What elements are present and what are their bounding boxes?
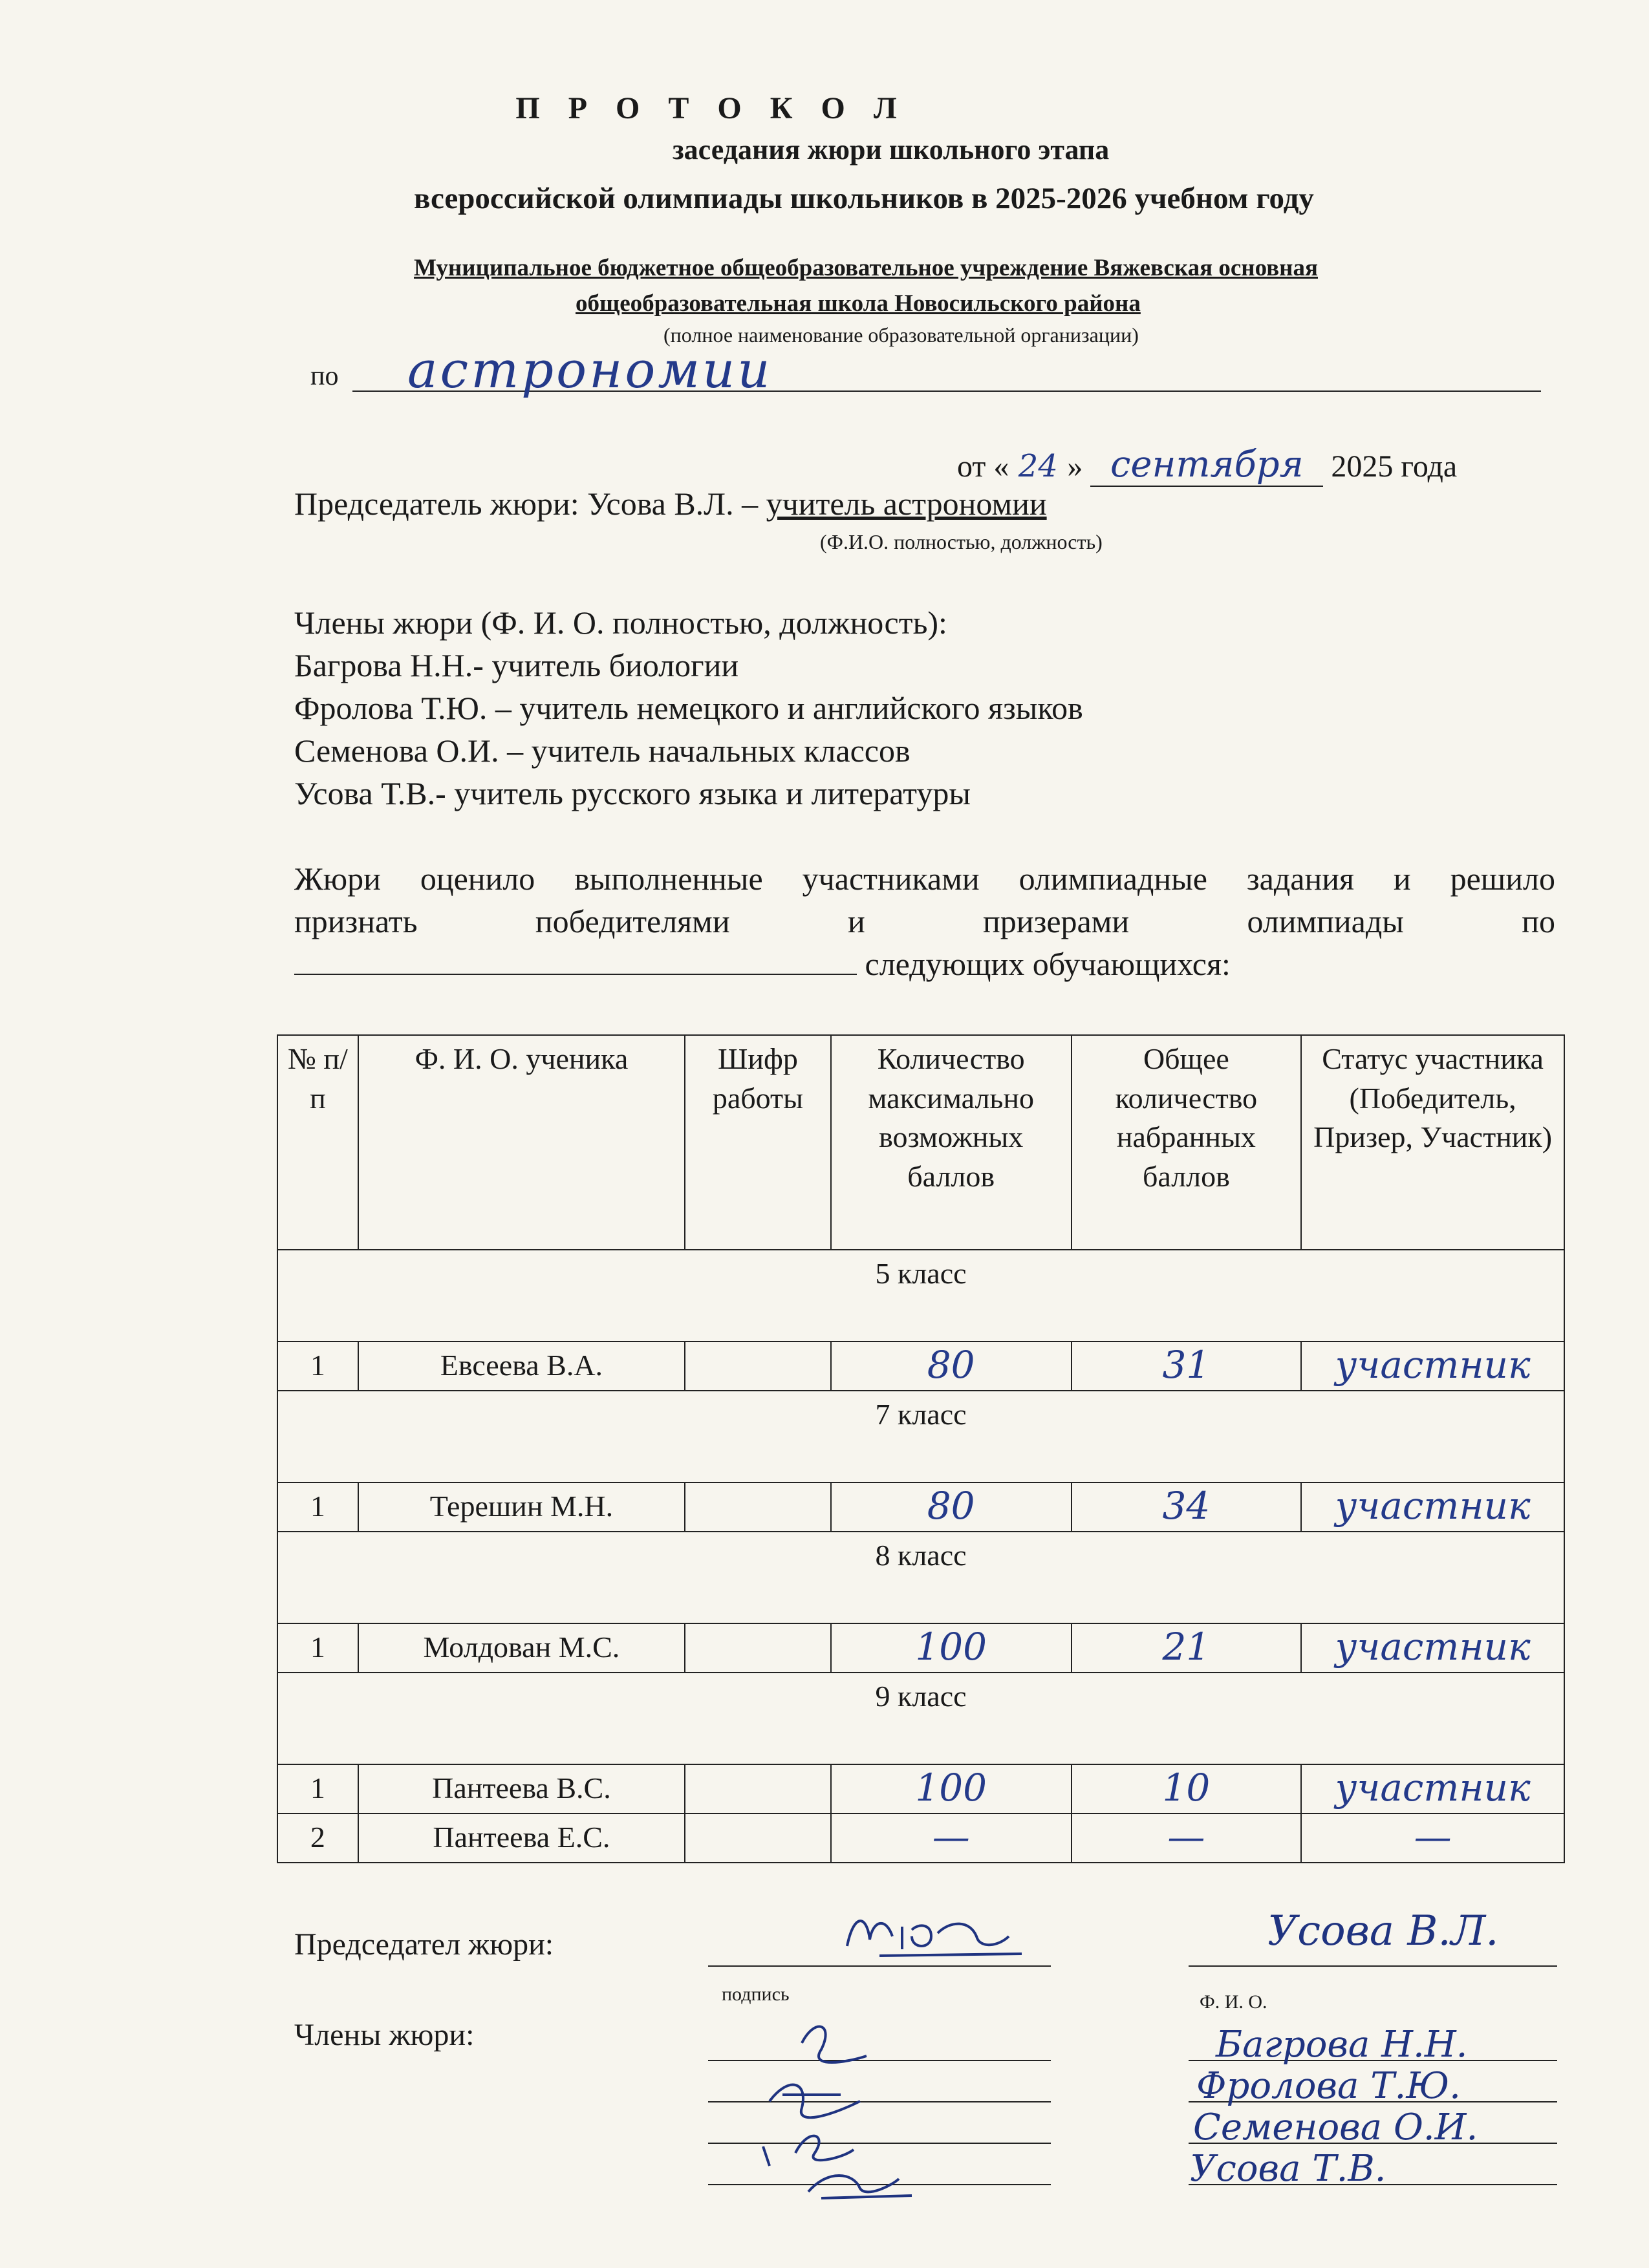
member-item: Фролова Т.Ю. – учитель немецкого и английского языков: [294, 690, 1083, 726]
date-month: сентября: [1090, 444, 1323, 487]
cell-number: 1: [277, 1482, 358, 1532]
members-signature-label: Члены жюри:: [294, 2018, 475, 2052]
chair-signature: [841, 1901, 1035, 1965]
cell-max-score: 100: [831, 1764, 1072, 1813]
protocol-date: [957, 444, 1457, 487]
member-fio-handwritten: Усова Т.В.: [1190, 2148, 1386, 2190]
table-row: [277, 1482, 1564, 1532]
chair-label: Председатель жюри: Усова В.Л. –: [294, 486, 766, 522]
results-table: [277, 1034, 1565, 1863]
cell-name: Евсеева В.А.: [358, 1342, 685, 1391]
cell-code: [685, 1342, 831, 1391]
col-header-status: Статус участника (Победитель, Призер, Участник): [1301, 1035, 1564, 1250]
subject-value: астрономии: [407, 341, 773, 400]
chair-fio-handwritten: Усова В.Л.: [1267, 1907, 1499, 1955]
cell-code: [685, 1764, 831, 1813]
class-row: [277, 1673, 1564, 1764]
cell-name: Терешин М.Н.: [358, 1482, 685, 1532]
document-subtitle-1: заседания жюри школьного этапа: [673, 134, 1110, 166]
cell-number: 1: [277, 1342, 358, 1391]
member-signatures: [744, 2004, 1015, 2205]
table-row: [277, 1813, 1564, 1863]
cell-code: [685, 1623, 831, 1673]
cell-name: Пантеева В.С.: [358, 1764, 685, 1813]
class-label: 9 класс: [277, 1673, 1564, 1764]
cell-number: 1: [277, 1764, 358, 1813]
table-row: [277, 1623, 1564, 1673]
col-header-max-score: Количество максимально возможных баллов: [831, 1035, 1072, 1250]
chair-note: (Ф.И.О. полностью, должность): [820, 530, 1103, 553]
decision-line-3: [294, 945, 1555, 983]
member-item: Багрова Н.Н.- учитель биологии: [294, 647, 739, 683]
cell-name: Молдован М.С.: [358, 1623, 685, 1673]
organization-name-line-2: общеобразовательная школа Новосильского района: [576, 290, 1141, 317]
organization-name-line-1: Муниципальное бюджетное общеобразовательное учреждение Вяжевская основная: [414, 255, 1318, 281]
blank-subject-line: [294, 949, 857, 975]
col-header-name: Ф. И. О. ученика: [358, 1035, 685, 1250]
decision-word: и: [847, 903, 865, 939]
cell-max-score: 80: [831, 1482, 1072, 1532]
jury-chair: [294, 485, 1047, 522]
chair-signature-line: [708, 1965, 1051, 1967]
cell-status: участник: [1301, 1342, 1564, 1391]
class-label: 5 класс: [277, 1250, 1564, 1342]
cell-number: 2: [277, 1813, 358, 1863]
table-row: [277, 1764, 1564, 1813]
cell-score: —: [1072, 1813, 1302, 1863]
member-fio-handwritten: Семенова О.И.: [1193, 2106, 1478, 2148]
chair-fio-line: [1189, 1965, 1557, 1967]
decision-suffix: следующих обучающихся:: [857, 946, 1231, 982]
cell-score: 34: [1072, 1482, 1302, 1532]
member-item: Усова Т.В.- учитель русского языка и литературы: [294, 775, 971, 811]
members-heading: Члены жюри (Ф. И. О. полностью, должность):: [294, 604, 947, 641]
col-header-score: Общее количество набранных баллов: [1072, 1035, 1302, 1250]
class-row: [277, 1250, 1564, 1342]
cell-status: участник: [1301, 1482, 1564, 1532]
class-label: 7 класс: [277, 1391, 1564, 1482]
subject-prefix: по: [310, 361, 339, 391]
date-day: 24: [1018, 448, 1058, 484]
col-header-number: № п/п: [277, 1035, 358, 1250]
cell-number: 1: [277, 1623, 358, 1673]
chair-signature-label: Председател жюри:: [294, 1927, 554, 1962]
member-fio-handwritten: Багрова Н.Н.: [1216, 2024, 1468, 2066]
decision-word: признать: [294, 903, 418, 939]
decision-word: по: [1522, 903, 1555, 939]
member-fio-handwritten: Фролова Т.Ю.: [1196, 2065, 1461, 2107]
cell-max-score: —: [831, 1813, 1072, 1863]
cell-score: 10: [1072, 1764, 1302, 1813]
cell-code: [685, 1813, 831, 1863]
document-subtitle-2: всероссийской олимпиады школьников в 2025-2026 учебном году: [414, 182, 1314, 215]
decision-line-1: Жюри оценило выполненные участниками олимпиадные задания и решило: [294, 861, 1555, 897]
decision-line-2: [294, 903, 1555, 940]
chair-role: учитель астрономии: [766, 486, 1047, 522]
decision-word: победителями: [535, 903, 730, 939]
table-row: [277, 1342, 1564, 1391]
date-mid: »: [1067, 449, 1083, 484]
organization-note: (полное наименование образовательной организации): [663, 323, 1139, 347]
cell-code: [685, 1482, 831, 1532]
table-header-row: [277, 1035, 1564, 1250]
cell-status: участник: [1301, 1623, 1564, 1673]
fio-note: Ф. И. О.: [1200, 1991, 1267, 2013]
cell-status: —: [1301, 1813, 1564, 1863]
cell-name: Пантеева Е.С.: [358, 1813, 685, 1863]
cell-status: участник: [1301, 1764, 1564, 1813]
cell-score: 31: [1072, 1342, 1302, 1391]
class-row: [277, 1532, 1564, 1623]
decision-word: олимпиады: [1247, 903, 1404, 939]
cell-max-score: 100: [831, 1623, 1072, 1673]
class-row: [277, 1391, 1564, 1482]
member-item: Семенова О.И. – учитель начальных классов: [294, 733, 911, 769]
date-prefix: от «: [957, 449, 1009, 484]
document-title: П Р О Т О К О Л: [515, 91, 907, 125]
signature-note: подпись: [722, 1984, 790, 2005]
date-year: 2025 года: [1331, 449, 1458, 484]
decision-word: призерами: [983, 903, 1130, 939]
class-label: 8 класс: [277, 1532, 1564, 1623]
col-header-code: Шифр работы: [685, 1035, 831, 1250]
cell-max-score: 80: [831, 1342, 1072, 1391]
cell-score: 21: [1072, 1623, 1302, 1673]
